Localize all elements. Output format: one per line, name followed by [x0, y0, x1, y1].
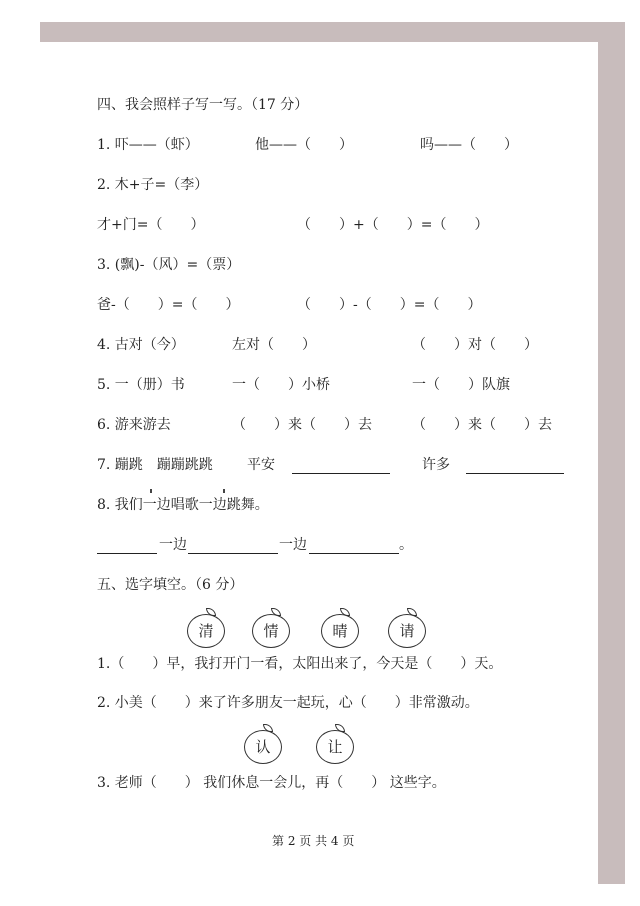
- section-4-title: 四、我会照样子写一写。（17 分）: [97, 97, 309, 113]
- q8-example: 8. 我们一边唱歌一边跳舞。: [97, 497, 269, 513]
- q3-blank-2: （ ）-（ ）=（ ）: [297, 297, 482, 313]
- q8-answer-line-1: [97, 553, 157, 554]
- q8-answer-line-2: [188, 553, 278, 554]
- q3-blank-1: 爸-（ ）=（ ）: [97, 297, 240, 313]
- q8-answer-line-3: [309, 553, 399, 554]
- q1-example: 1. 吓——（虾）: [97, 137, 199, 153]
- q8-word-2: 一边: [279, 537, 307, 553]
- q7-example: 7. 蹦跳 蹦蹦跳跳: [97, 457, 213, 473]
- s5-sentence-1: 1.（ ）早，我打开门一看，太阳出来了，今天是（ ）天。: [97, 656, 503, 672]
- s5-sentence-3: 3. 老师（ ） 我们休息一会儿，再（ ） 这些字。: [97, 775, 446, 791]
- section-5-title: 五、选字填空。（6 分）: [97, 577, 244, 593]
- apple-choice-4: 请: [388, 614, 426, 648]
- apple-choice-ren: 认: [244, 730, 282, 764]
- emphasis-dot: [223, 489, 225, 493]
- q3-example: 3. (飘)-（风）=（票）: [97, 257, 241, 273]
- q8-word-1: 一边: [159, 537, 187, 553]
- q1-blank-2: 吗——（ ）: [420, 137, 518, 153]
- apple-choice-1: 清: [187, 614, 225, 648]
- q6-blank-2: （ ）来（ ）去: [412, 417, 552, 433]
- q1-blank-1: 他——（ ）: [255, 137, 353, 153]
- apple-choice-2: 情: [252, 614, 290, 648]
- q6-blank-1: （ ）来（ ）去: [232, 417, 372, 433]
- q2-blank-1: 才+门=（ ）: [97, 217, 205, 233]
- q7-answer-line-1: [292, 473, 390, 474]
- worksheet-page: [22, 42, 598, 884]
- page-number: 第 2 页 共 4 页: [272, 834, 355, 848]
- q8-period: 。: [399, 537, 413, 553]
- apple-choice-3: 晴: [321, 614, 359, 648]
- q6-example: 6. 游来游去: [97, 417, 171, 433]
- q4-blank-1: 左对（ ）: [232, 337, 316, 353]
- q5-example: 5. 一（册）书: [97, 377, 185, 393]
- q4-example: 4. 古对（今）: [97, 337, 185, 353]
- emphasis-dot: [150, 489, 152, 493]
- q2-example: 2. 木+子=（李）: [97, 177, 209, 193]
- q4-blank-2: （ ）对（ ）: [412, 337, 538, 353]
- q2-blank-2: （ ）+（ ）=（ ）: [297, 217, 489, 233]
- s5-sentence-2: 2. 小美（ ）来了许多朋友一起玩，心（ ）非常激动。: [97, 695, 479, 711]
- q7-word-1: 平安: [247, 457, 275, 473]
- q5-blank-2: 一（ ）队旗: [412, 377, 510, 393]
- q7-word-2: 许多: [422, 457, 450, 473]
- apple-choice-rang: 让: [316, 730, 354, 764]
- q7-answer-line-2: [466, 473, 564, 474]
- q5-blank-1: 一（ ）小桥: [232, 377, 330, 393]
